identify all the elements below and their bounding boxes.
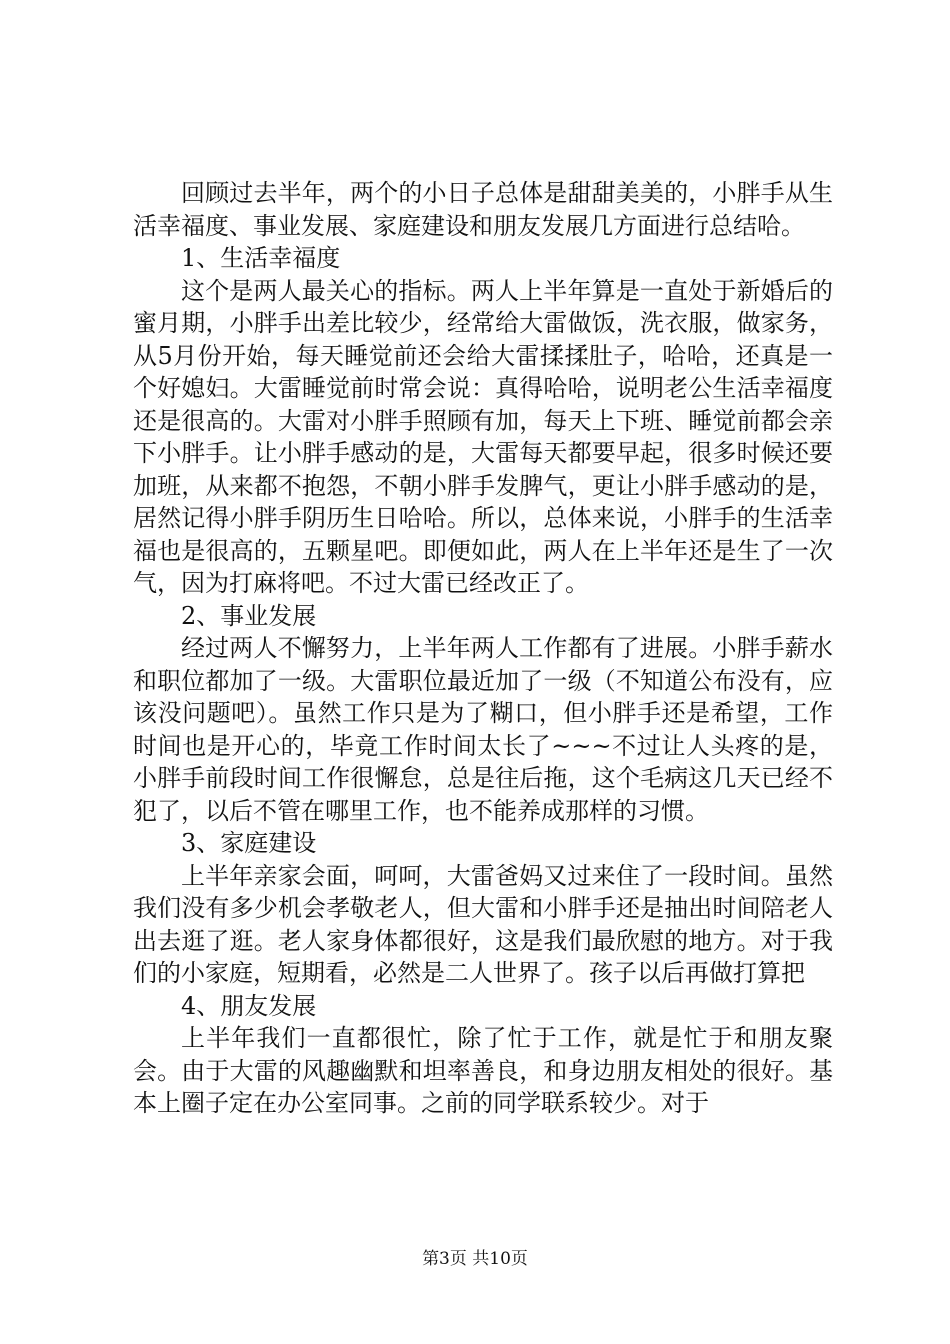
paragraph-friends: 上半年我们一直都很忙，除了忙于工作，就是忙于和朋友聚会。由于大雷的风趣幽默和坦率善良，和身边朋友相处的很好。基本上圈子定在办公室同事。之前的同学联系较少。对于 — [133, 1024, 833, 1117]
paragraph-intro: 回顾过去半年，两个的小日子总体是甜甜美美的，小胖手从生活幸福度、事业发展、家庭建设和朋友发展几方面进行总结哈。 — [133, 179, 833, 240]
section-heading-family: 3、家庭建设 — [181, 829, 317, 857]
page-number-footer: 第3页 共10页 — [422, 1249, 528, 1269]
section-heading-friends: 4、朋友发展 — [181, 991, 317, 1020]
document-body — [133, 177, 833, 1120]
section-heading-career: 2、事业发展 — [181, 601, 317, 630]
paragraph-career: 经过两人不懈努力，上半年两人工作都有了进展。小胖手薪水和职位都加了一级。大雷职位最近加了一级（不知道公布没有，应该没问题吧）。虽然工作只是为了糊口，但小胖手还是希望，工作时间也是开心的，毕竟工作时间太长了~~~不过让人头疼的是，小胖手前段时间工作很懈怠，总是往后拖，这个毛病这几天已经不犯了，以后不管在哪里工作，也不能养成那样的习惯。 — [133, 634, 833, 825]
section-heading-life-happiness: 1、生活幸福度 — [181, 244, 341, 272]
paragraph-life-happiness: 这个是两人最关心的指标。两人上半年算是一直处于新婚后的蜜月期，小胖手出差比较少，经常给大雷做饭，洗衣服，做家务，从5月份开始，每天睡觉前还会给大雷揉揉肚子，哈哈，还真是一个好媳妇。大雷睡觉前时常会说：真得哈哈，说明老公生活幸福度还是很高的。大雷对小胖手照顾有加，每天上下班、睡觉前都会亲下小胖手。让小胖手感动的是，大雷每天都要早起，很多时候还要加班，从来都不抱怨，不朝小胖手发脾气，更让小胖手感动的是，居然记得小胖手阴历生日哈哈。所以，总体来说，小胖手的生活幸福也是很高的，五颗星吧。即便如此，两人在上半年还是生了一次气，因为打麻将吧。不过大雷已经改正了。 — [133, 276, 833, 597]
paragraph-family: 上半年亲家会面，呵呵，大雷爸妈又过来住了一段时间。虽然我们没有多少机会孝敬老人，但大雷和小胖手还是抽出时间陪老人出去逛了逛。老人家身体都很好，这是我们最欣慰的地方。对于我们的小家庭，短期看，必然是二人世界了。孩子以后再做打算把 — [133, 861, 833, 987]
